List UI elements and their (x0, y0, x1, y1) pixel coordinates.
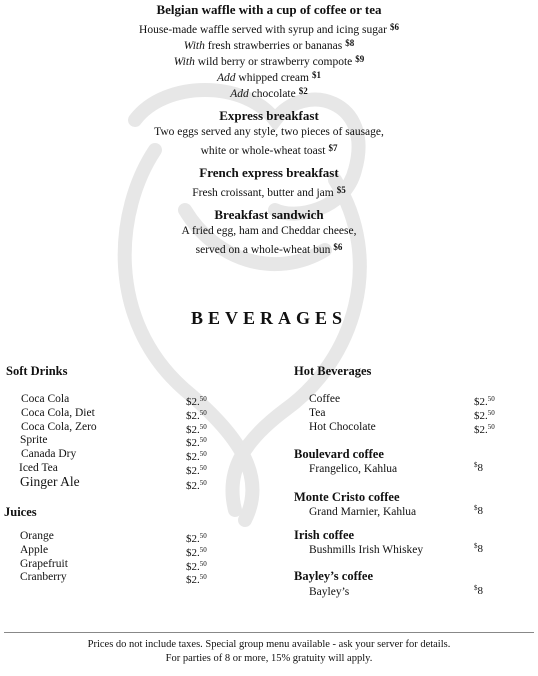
french-description: Fresh croissant, butter and jam $^{\$5}$ (192, 185, 346, 199)
soft-drink-price: $2.50 (186, 409, 207, 422)
juice-price: $2.50 (186, 560, 207, 573)
footer-divider (4, 632, 534, 633)
soft-drink-name: Coca Cola, Zero (21, 421, 97, 433)
juice-name: Cranberry (20, 571, 67, 583)
waffle-option-3: Add whipped cream $^{\$1}$ (217, 70, 321, 84)
waffle-option-1: With fresh strawberries or bananas $^{\$8}$ (183, 38, 355, 52)
specialty-coffee-title: Irish coffee (294, 528, 355, 542)
soft-drink-price: $2.50 (186, 423, 207, 436)
footer-note-1: Prices do not include taxes. Special group menu available - ask your server for details. (87, 639, 451, 650)
soft-drink-name: Sprite (20, 434, 48, 446)
specialty-coffee-desc: Bushmills Irish Whiskey (309, 544, 424, 556)
specialty-coffee-desc: Frangelico, Kahlua (309, 463, 398, 475)
specialty-coffee-price: $8 (474, 504, 483, 517)
specialty-coffee-title: Monte Cristo coffee (294, 490, 400, 504)
juice-name: Grapefruit (20, 558, 68, 570)
specialty-coffee-title: Boulevard coffee (294, 447, 384, 461)
specialty-coffee-price: $8 (474, 461, 483, 474)
waffle-title: Belgian waffle with a cup of coffee or tea (156, 2, 382, 17)
soft-drinks-heading: Soft Drinks (6, 364, 68, 378)
soft-drink-price: $2.50 (186, 450, 207, 463)
soft-drink-price: $2.50 (186, 464, 207, 477)
soft-drink-price: $2.50 (186, 395, 207, 408)
soft-drink-name: Iced Tea (19, 462, 58, 474)
sandwich-line-1: A fried egg, ham and Cheddar cheese, (181, 225, 357, 237)
specialty-coffee-desc: Bayley’s (309, 586, 350, 598)
juice-price: $2.50 (186, 573, 207, 586)
soft-drink-price: $2.50 (186, 479, 207, 492)
soft-drink-name: Coca Cola, Diet (21, 407, 95, 419)
specialty-coffee-price: $8 (474, 584, 483, 597)
hot-beverage-price: $2.50 (474, 423, 495, 436)
waffle-option-4: Add chocolate $^{\$2}$ (230, 86, 308, 100)
juice-name: Apple (20, 544, 49, 556)
hot-beverage-price: $2.50 (474, 395, 495, 408)
juices-heading: Juices (4, 505, 37, 519)
hot-beverage-name: Tea (309, 407, 326, 419)
hot-beverage-name: Hot Chocolate (309, 421, 376, 433)
french-title: French express breakfast (199, 165, 339, 180)
sandwich-title: Breakfast sandwich (214, 207, 324, 222)
juice-price: $2.50 (186, 546, 207, 559)
soft-drink-name: Coca Cola (21, 393, 70, 405)
juice-price: $2.50 (186, 532, 207, 545)
express-line-2: white or whole-wheat toast $^{\$7}$ (200, 143, 338, 157)
sandwich-line-2: served on a whole-wheat bun $^{\$6}$ (195, 242, 343, 256)
specialty-coffee-price: $8 (474, 542, 483, 555)
juice-name: Orange (20, 530, 54, 542)
express-line-1: Two eggs served any style, two pieces of sausage, (154, 126, 384, 138)
soft-drink-name: Canada Dry (21, 448, 77, 460)
soft-drink-price: $2.50 (186, 436, 207, 449)
hot-beverages-heading: Hot Beverages (294, 364, 372, 378)
hot-beverage-price: $2.50 (474, 409, 495, 422)
soft-drink-name: Ginger Ale (20, 474, 80, 489)
hot-beverage-name: Coffee (309, 393, 341, 405)
waffle-description: House-made waffle served with syrup and icing sugar $^{\$6}$ (139, 22, 399, 36)
beverages-heading: BEVERAGES (190, 308, 348, 328)
express-title: Express breakfast (219, 108, 319, 123)
specialty-coffee-desc: Grand Marnier, Kahlua (309, 506, 417, 518)
specialty-coffee-title: Bayley’s coffee (294, 569, 374, 583)
footer-note-2: For parties of 8 or more, 15% gratuity will apply. (165, 653, 373, 664)
waffle-option-2: With wild berry or strawberry compote $^{\$9}$ (173, 54, 365, 68)
